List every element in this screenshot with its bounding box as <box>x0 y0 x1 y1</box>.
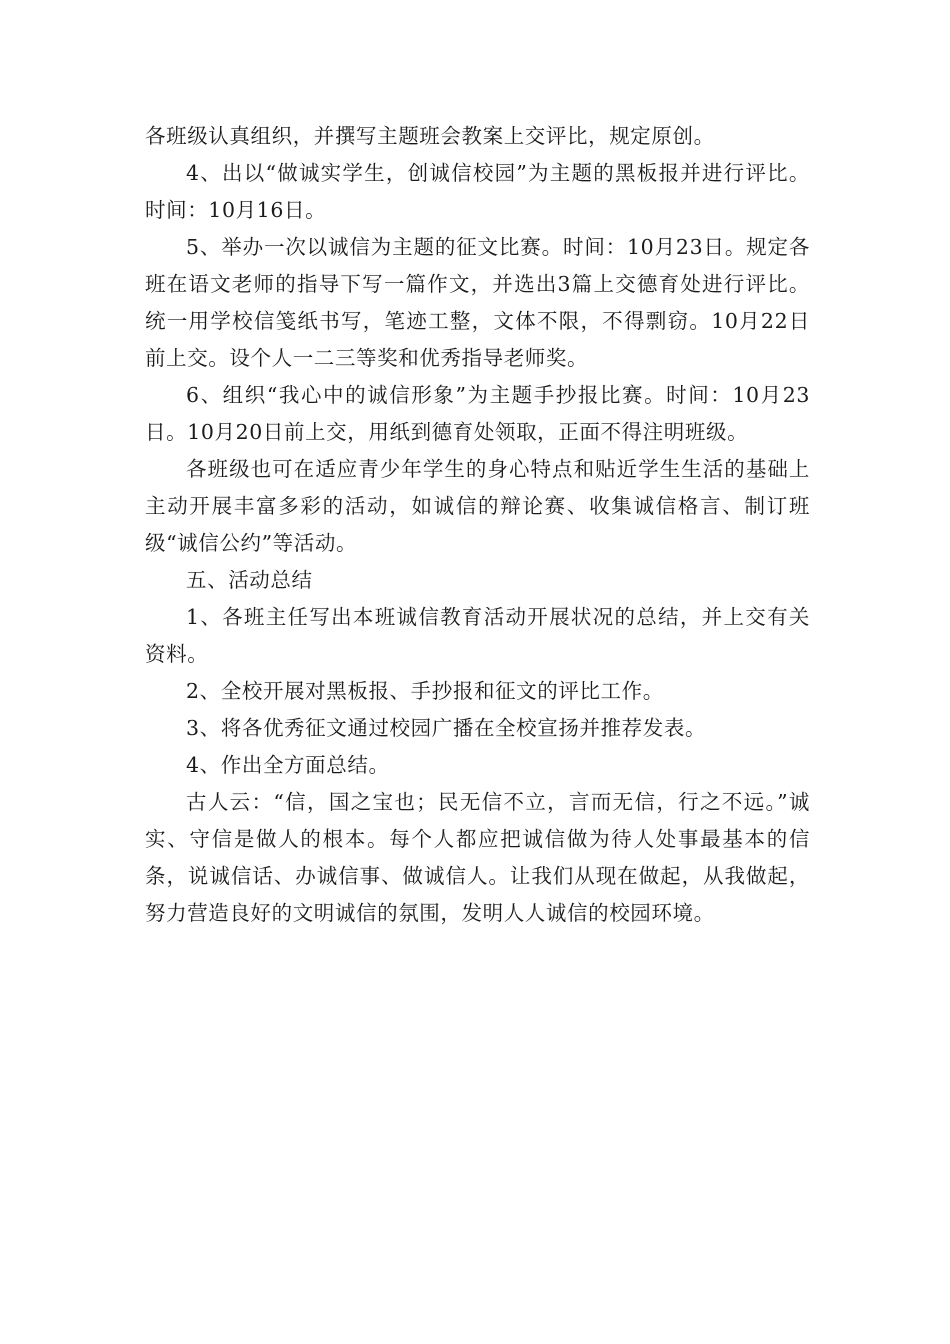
paragraph-other-activities: 各班级也可在适应青少年学生的身心特点和贴近学生生活的基础上主动开展丰富多彩的活动，如诚信的辩论赛、收集诚信格言、制订班级“诚信公约”等活动。 <box>145 457 810 555</box>
paragraph-summary-4: 4、作出全方面总结。 <box>186 753 390 777</box>
paragraph-closing-quote: 古人云：“信，国之宝也；民无信不立，言而无信，行之不远。”诚实、守信是做人的根本。每个人都应把诚信做为待人处事最基本的信条，说诚信话、办诚信事、做诚信人。让我们从现在做起，从我做起，努力营造良好的文明诚信的氛围，发明人人诚信的校园环境。 <box>145 790 810 925</box>
paragraph-item-4-blackboard: 4、出以“做诚实学生，创诚信校园”为主题的黑板报并进行评比。时间：10月16日。 <box>145 161 810 222</box>
paragraph-item-6-handwritten-newspaper: 6、组织“我心中的诚信形象”为主题手抄报比赛。时间：10月23日。10月20日前上交，用纸到德育处领取，正面不得注明班级。 <box>145 383 810 444</box>
paragraph-summary-2: 2、全校开展对黑板报、手抄报和征文的评比工作。 <box>186 679 664 703</box>
paragraph-summary-1: 1、各班主任写出本班诚信教育活动开展状况的总结，并上交有关资料。 <box>145 605 810 666</box>
paragraph-1: 各班级认真组织，并撰写主题班会教案上交评比，规定原创。 <box>145 124 715 148</box>
paragraph-item-5-essay-contest: 5、举办一次以诚信为主题的征文比赛。时间：10月23日。规定各班在语文老师的指导下写一篇作文，并选出3篇上交德育处进行评比。统一用学校信笺纸书写，笔迹工整，文体不限，不得剽窃。10月22日前上交。设个人一二三等奖和优秀指导老师奖。 <box>145 235 810 370</box>
section-heading-summary: 五、活动总结 <box>186 568 313 592</box>
document-body <box>145 118 810 932</box>
paragraph-summary-3: 3、将各优秀征文通过校园广播在全校宣扬并推荐发表。 <box>186 716 707 740</box>
